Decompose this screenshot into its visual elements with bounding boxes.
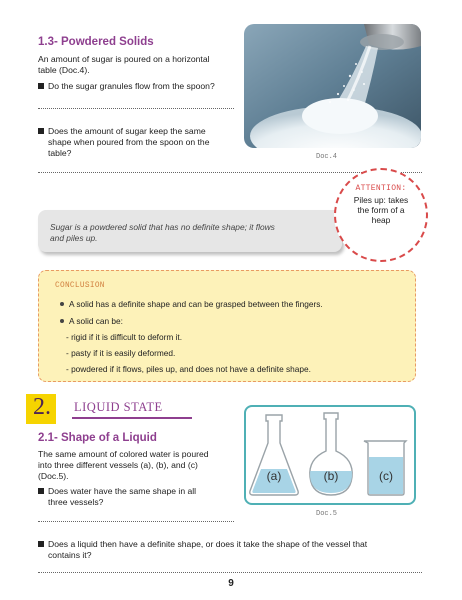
question-2-line-3: table? xyxy=(48,148,72,158)
attention-body xyxy=(336,195,426,225)
conclusion-title: CONCLUSION xyxy=(55,282,105,290)
liquid-question-2 xyxy=(38,539,367,550)
dot-bullet-icon xyxy=(60,302,64,306)
vessel-b-label: (b) xyxy=(323,469,339,483)
liquid-intro-line-3: (Doc.5). xyxy=(38,471,69,481)
sugar-pouring-photo xyxy=(244,24,421,148)
question-2 xyxy=(38,126,206,137)
title-underline xyxy=(72,417,192,419)
square-bullet-icon xyxy=(38,128,44,134)
conclusion-sub-1: - rigid if it is difficult to deform it. xyxy=(66,332,183,342)
dot-bullet-icon xyxy=(60,319,64,323)
square-bullet-icon xyxy=(38,83,44,89)
attention-title: ATTENTION: xyxy=(355,184,407,193)
vessel-a-label: (a) xyxy=(266,469,282,483)
intro-line-2: table (Doc.4). xyxy=(38,65,90,75)
answer-line-4[interactable] xyxy=(38,572,422,573)
liquid-state-title: LIQUID STATE xyxy=(74,400,163,414)
definition-note-text xyxy=(50,222,336,244)
section-2-1-title: 2.1- Shape of a Liquid xyxy=(38,432,157,444)
liquid-intro-line-2: into three different vessels (a), (b), and (c) xyxy=(38,460,198,470)
vessels-illustration xyxy=(244,405,416,505)
liquid-question-1 xyxy=(38,486,196,497)
attention-callout xyxy=(334,168,428,262)
answer-line-1[interactable] xyxy=(38,108,234,109)
vessels-drawing xyxy=(246,407,414,503)
square-bullet-icon xyxy=(38,541,44,547)
note-line-2: and piles up. xyxy=(50,233,98,243)
doc-5-label: Doc.5 xyxy=(316,510,338,518)
conclusion-bullet-2-text: A solid can be: xyxy=(69,316,123,326)
liquid-intro-line-1: The same amount of colored water is poured xyxy=(38,449,209,459)
conclusion-bullet-1-text: A solid has a definite shape and can be grasped between the fingers. xyxy=(69,299,323,309)
attention-line-1: Piles up: takes xyxy=(353,195,409,205)
note-line-1: Sugar is a powdered solid that has no definite shape; it flows xyxy=(50,222,275,232)
conclusion-bullet-2 xyxy=(60,316,123,326)
question-2-line-2: shape when poured from the spoon on the xyxy=(48,137,210,147)
attention-line-3: heap xyxy=(371,215,391,225)
conclusion-sub-2: - pasty if it is easily deformed. xyxy=(66,348,176,358)
section-1-3-title: 1.3- Powdered Solids xyxy=(38,36,154,48)
liquid-question-1-line-1: Does water have the same shape in all xyxy=(48,486,197,496)
conclusion-sub-3: - powdered if it flows, piles up, and does not have a definite shape. xyxy=(66,364,311,374)
doc-4-label: Doc.4 xyxy=(316,153,338,161)
liquid-question-1-line-2: three vessels? xyxy=(48,497,104,507)
page-number: 9 xyxy=(228,578,234,589)
liquid-question-2-line-2: contains it? xyxy=(48,550,92,560)
conclusion-bullet-1 xyxy=(60,299,323,309)
section-number: 2. xyxy=(33,394,51,420)
sugar-photo-image xyxy=(244,24,421,148)
question-1 xyxy=(38,81,215,92)
question-1-text: Do the sugar granules flow from the spoon? xyxy=(48,81,215,91)
question-2-line-1: Does the amount of sugar keep the same xyxy=(48,126,206,136)
attention-line-2: the form of a xyxy=(357,205,405,215)
answer-line-3[interactable] xyxy=(38,521,234,522)
vessel-c-label: (c) xyxy=(379,469,393,483)
liquid-question-2-line-1: Does a liquid then have a definite shape, or does it take the shape of the vessel that xyxy=(48,539,368,549)
square-bullet-icon xyxy=(38,488,44,494)
intro-line-1: An amount of sugar is poured on a horizontal xyxy=(38,54,210,64)
